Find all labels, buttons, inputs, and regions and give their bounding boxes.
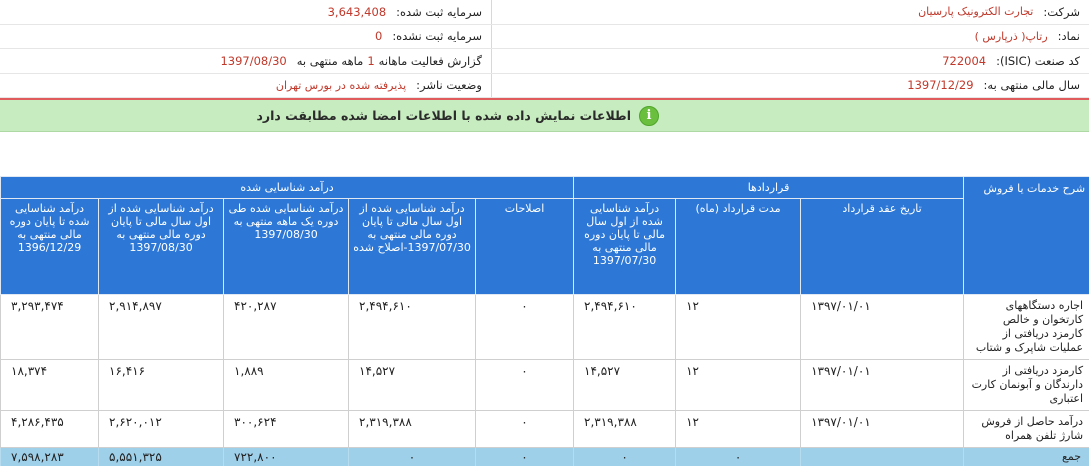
- verification-banner: [0, 100, 1089, 132]
- symbol-cell: [491, 25, 1089, 49]
- row-rev-to-0730-adjusted: ۲,۴۹۴,۶۱۰: [349, 295, 476, 360]
- row-rev-to-0830: ۲,۶۲۰,۰۱۲: [99, 411, 224, 448]
- header-rev-to-0730: درآمد شناسایی شده از اول سال مالی تا پایان دوره مالی منتهی به 1397/07/30: [574, 199, 676, 295]
- registered-capital-label: سرمایه ثبت شده:: [396, 4, 482, 19]
- row-rev-to-0830: ۱۶,۴۱۶: [99, 360, 224, 411]
- row-adjustments: ۰: [476, 411, 574, 448]
- company-value: تجارت الکترونیک پارسیان: [918, 5, 1034, 19]
- isic-value: 722004: [942, 53, 987, 68]
- row-rev-to-0730: ۲,۴۹۴,۶۱۰: [574, 295, 676, 360]
- monthly-report-cell: [0, 49, 491, 73]
- header-recognized-revenue: درآمد شناسایی شده: [1, 177, 574, 199]
- symbol-value: رتاپ( ذرپارس ): [974, 29, 1048, 43]
- row-contract-date: ۱۳۹۷/۰۱/۰۱: [801, 360, 964, 411]
- info-icon: i: [639, 106, 659, 126]
- total-duration: ۰: [676, 448, 801, 466]
- header-contract-duration: مدت قرارداد (ماه): [676, 199, 801, 295]
- company-cell: [491, 0, 1089, 24]
- unregistered-capital-value: 0: [374, 29, 383, 44]
- total-rev-month: ۷۲۲,۸۰۰: [224, 448, 349, 466]
- header-rev-month: درآمد شناسایی شده طی دوره یک ماهه منتهی به 1397/08/30: [224, 199, 349, 295]
- fiscal-year-label: سال مالی منتهی به:: [983, 78, 1080, 93]
- isic-label: کد صنعت (ISIC):: [996, 53, 1080, 68]
- total-adjustments: ۰: [476, 448, 574, 466]
- row-rev-month: ۴۲۰,۲۸۷: [224, 295, 349, 360]
- table-row: [1, 360, 1089, 411]
- header-adjustments: اصلاحات: [476, 199, 574, 295]
- table-row: [1, 295, 1089, 360]
- revenue-table: [0, 176, 1089, 466]
- row-rev-to-0730-adjusted: ۲,۳۱۹,۳۸۸: [349, 411, 476, 448]
- info-row-fiscal-year: [0, 74, 1089, 99]
- company-info-panel: [0, 0, 1089, 98]
- total-row: [1, 448, 1089, 466]
- publisher-status-cell: [0, 74, 491, 98]
- info-row-isic: [0, 49, 1089, 74]
- row-rev-to-961229: ۱۸,۳۷۴: [1, 360, 99, 411]
- row-description: اجاره دستگاههای کارتخوان و خالص کارمزد دریافتی از عملیات شاپرک و شتاب: [964, 295, 1089, 360]
- total-rev-to-0730: ۰: [574, 448, 676, 466]
- header-contracts: قراردادها: [574, 177, 964, 199]
- fiscal-year-value: 1397/12/29: [907, 78, 974, 93]
- total-rev-to-961229: ۷,۵۹۸,۲۸۳: [1, 448, 99, 466]
- monthly-report-label: گزارش فعالیت ماهانه: [378, 53, 482, 68]
- unregistered-capital-cell: [0, 25, 491, 49]
- row-duration: ۱۲: [676, 411, 801, 448]
- header-description: شرح خدمات یا فروش: [964, 177, 1089, 295]
- monthly-report-date: 1397/08/30: [220, 53, 287, 68]
- registered-capital-value: 3,643,408: [327, 4, 387, 19]
- header-rev-to-0730-adjusted: درآمد شناسایی شده از اول سال مالی تا پایان دوره مالی منتهی به 1397/07/30-اصلاح شده: [349, 199, 476, 295]
- total-rev-to-0830: ۵,۵۵۱,۳۲۵: [99, 448, 224, 466]
- info-row-company: [0, 0, 1089, 25]
- total-label: جمع: [964, 448, 1089, 466]
- company-label: شرکت:: [1043, 4, 1080, 19]
- row-rev-month: ۳۰۰,۶۲۴: [224, 411, 349, 448]
- row-contract-date: ۱۳۹۷/۰۱/۰۱: [801, 295, 964, 360]
- isic-cell: [491, 49, 1089, 73]
- header-rev-to-961229: درآمد شناسایی شده تا پایان دوره مالی منتهی به 1396/12/29: [1, 199, 99, 295]
- publisher-status-label: وضعیت ناشر:: [416, 78, 482, 93]
- row-duration: ۱۲: [676, 295, 801, 360]
- row-rev-month: ۱,۸۸۹: [224, 360, 349, 411]
- row-rev-to-0730: ۲,۳۱۹,۳۸۸: [574, 411, 676, 448]
- row-rev-to-0830: ۲,۹۱۴,۸۹۷: [99, 295, 224, 360]
- publisher-status-value: پذیرفته شده در بورس تهران: [275, 78, 407, 92]
- monthly-report-months: 1: [367, 53, 375, 68]
- row-rev-to-961229: ۳,۲۹۳,۴۷۴: [1, 295, 99, 360]
- group-header-row: [1, 177, 1089, 199]
- header-contract-date: تاریخ عقد قرارداد: [801, 199, 964, 295]
- row-rev-to-961229: ۴,۲۸۶,۴۳۵: [1, 411, 99, 448]
- row-rev-to-0730-adjusted: ۱۴,۵۲۷: [349, 360, 476, 411]
- symbol-label: نماد:: [1057, 29, 1080, 44]
- row-description: درآمد حاصل از فروش شارژ تلفن همراه: [964, 411, 1089, 448]
- info-row-symbol: [0, 25, 1089, 50]
- row-description: کارمزد دریافتی از دارندگان و آبونمان کارت اعتباری: [964, 360, 1089, 411]
- row-rev-to-0730: ۱۴,۵۲۷: [574, 360, 676, 411]
- fiscal-year-cell: [491, 74, 1089, 98]
- total-rev-to-0730-adjusted: ۰: [349, 448, 476, 466]
- unregistered-capital-label: سرمایه ثبت نشده:: [392, 29, 482, 44]
- monthly-report-label-end: ماهه منتهی به: [296, 53, 364, 68]
- header-rev-to-0830: درآمد شناسایی شده از اول سال مالی تا پایان دوره مالی منتهی به 1397/08/30: [99, 199, 224, 295]
- row-adjustments: ۰: [476, 295, 574, 360]
- sub-header-row: [1, 199, 1089, 295]
- registered-capital-cell: [0, 0, 491, 24]
- verification-text: اطلاعات نمایش داده شده با اطلاعات امضا شده مطابقت دارد: [256, 108, 631, 123]
- table-row: [1, 411, 1089, 448]
- row-adjustments: ۰: [476, 360, 574, 411]
- row-contract-date: ۱۳۹۷/۰۱/۰۱: [801, 411, 964, 448]
- total-contract-date: [801, 448, 964, 466]
- row-duration: ۱۲: [676, 360, 801, 411]
